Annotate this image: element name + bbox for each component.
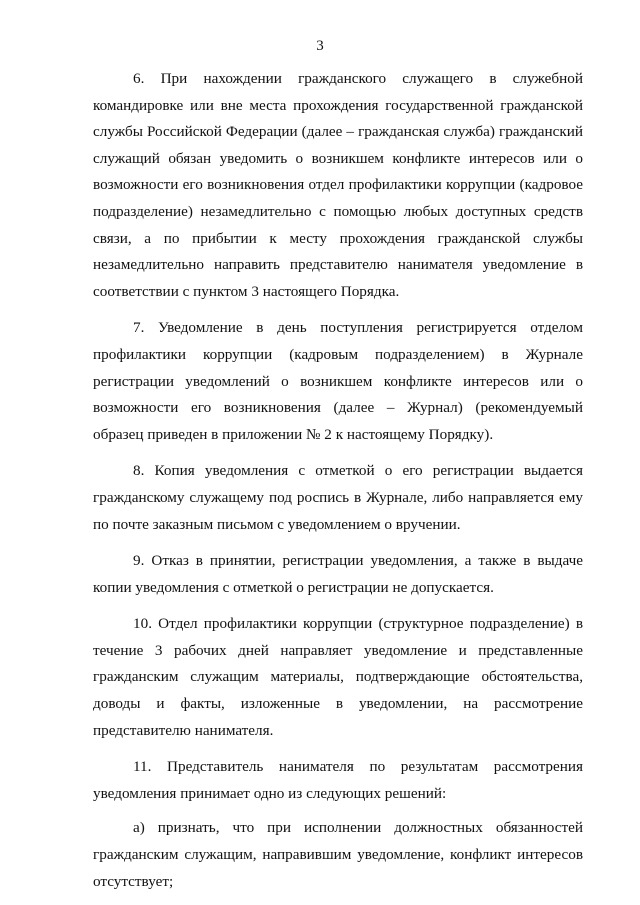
paragraph-11: 11. Представитель нанимателя по результатам рассмотрения уведомления принимает одно из следующих решений:: [93, 758, 583, 802]
paragraph-11a: а) признать, что при исполнении должностных обязанностей гражданским служащим, направившим уведомление, конфликт интересов отсутствует;: [93, 819, 583, 890]
paragraph-7: 7. Уведомление в день поступления регистрируется отделом профилактики коррупции (кадровым подразделением) в Журнале регистрации уведомлений о возникшем конфликте интересов или о возможности его возникновения (далее – Журнал) (рекомендуемый образец приведен в приложении № 2 к настоящему Порядку).: [93, 319, 583, 443]
document-body: [93, 66, 583, 905]
paragraph-8: 8. Копия уведомления с отметкой о его регистрации выдается гражданскому служащему под роспись в Журнале, либо направляется ему по почте заказным письмом с уведомлением о вручении.: [93, 462, 583, 533]
page-number: 3: [316, 38, 324, 54]
paragraph-10: 10. Отдел профилактики коррупции (структурное подразделение) в течение 3 рабочих дней направляет уведомление и представленные гражданским служащим материалы, подтверждающие обстоятельства, доводы и факты, изложенные в уведомлении, на рассмотрение представителю нанимателя.: [93, 615, 583, 739]
paragraph-6: 6. При нахождении гражданского служащего в служебной командировке или вне места прохождения государственной гражданской службы Российской Федерации (далее – гражданская служба) гражданский служащий обязан уведомить о возникшем конфликте интересов или о возможности его возникновения отдел профилактики коррупции (кадровое подразделение) незамедлительно с помощью любых доступных средств связи, а по прибытии к месту прохождения гражданской службы незамедлительно направить представителю нанимателя уведомление в соответствии с пунктом 3 настоящего Порядка.: [93, 70, 583, 300]
paragraph-9: 9. Отказ в принятии, регистрации уведомления, а также в выдаче копии уведомления с отметкой о регистрации не допускается.: [93, 552, 583, 596]
